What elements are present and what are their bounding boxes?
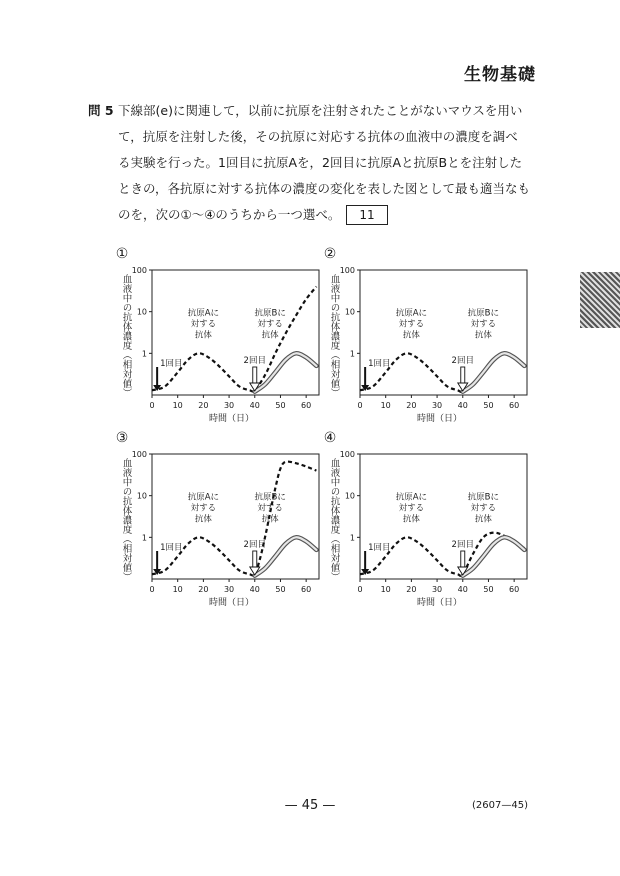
annotation-label: 抗体 (402, 330, 420, 341)
annotation-label: 対する (470, 503, 497, 514)
y-axis-label: 血液中の抗体濃度（相対値） (120, 274, 132, 398)
y-tick-label: 1 (141, 533, 147, 543)
x-tick-label: 40 (249, 585, 260, 594)
x-tick-label: 20 (406, 401, 417, 410)
annotation-label: 対する (190, 503, 217, 514)
x-tick-label: 0 (357, 401, 363, 410)
x-tick-label: 50 (275, 585, 286, 594)
x-tick-label: 50 (483, 401, 494, 410)
injection-arrow-2-shaft (253, 551, 257, 567)
x-axis-label: 時間（日） (208, 598, 255, 608)
subject-title: 生物基礎 (464, 65, 536, 85)
x-axis-label: 時間（日） (416, 414, 463, 424)
y-axis-label: 血液中の抗体濃度（相対値） (120, 458, 132, 582)
y-tick-label: 100 (131, 450, 147, 459)
x-tick-label: 10 (380, 585, 391, 594)
x-tick-label: 20 (198, 585, 209, 594)
annotation-label: 抗体 (261, 330, 279, 341)
question-text: 下線部(e)に関連して，以前に抗原を注射されたことがないマウスを用いて，抗原を注射した後，その抗原に対応する抗体の血液中の濃度を調べる実験を行った。1回目に抗原Aを，2回目に抗原Aと抗原Bとを注射したときの，各抗原に対する抗体の濃度の変化を表した図として最も適当なものを，次の①～④のうちから一つ選べ。 (118, 103, 531, 222)
y-tick-label: 10 (136, 307, 147, 317)
x-tick-label: 50 (275, 401, 286, 410)
annotation-label: 対する (257, 319, 283, 330)
question-text-block (90, 98, 530, 228)
plot-frame (152, 270, 319, 395)
y-tick-label: 1 (141, 349, 147, 359)
injection-arrow-2-shaft (461, 551, 465, 567)
question-number: 問 5 (88, 103, 114, 118)
x-tick-label: 50 (483, 585, 494, 594)
plot-frame (360, 270, 527, 395)
injection-label-1: 1回目 (160, 359, 183, 369)
injection-label-2: 2回目 (451, 356, 474, 366)
x-tick-label: 20 (198, 401, 209, 410)
chart-1 (112, 244, 327, 424)
side-index-mark (580, 272, 620, 328)
x-tick-label: 20 (406, 585, 417, 594)
x-axis-label: 時間（日） (416, 598, 463, 608)
chart-2 (320, 244, 535, 424)
injection-arrow-2-shaft (253, 367, 257, 383)
answer-box: 11 (346, 205, 387, 225)
y-axis-label: 血液中の抗体濃度（相対値） (328, 274, 340, 398)
injection-label-2: 2回目 (243, 540, 266, 550)
y-tick-label: 10 (344, 491, 355, 501)
injection-arrow-2-shaft (461, 367, 465, 383)
annotation-label: 対する (257, 503, 283, 514)
y-axis-label: 血液中の抗体濃度（相対値） (328, 458, 340, 582)
annotation-label: 抗原Aに (187, 308, 220, 319)
chart-number-label: ② (323, 246, 337, 262)
x-tick-label: 40 (457, 585, 468, 594)
injection-label-2: 2回目 (243, 356, 266, 366)
annotation-label: 抗原Bに (254, 492, 286, 503)
injection-label-1: 1回目 (160, 543, 183, 553)
x-tick-label: 10 (172, 585, 183, 594)
annotation-label: 抗原Bに (254, 308, 286, 319)
x-tick-label: 10 (380, 401, 391, 410)
annotation-label: 対する (398, 319, 425, 330)
annotation-label: 抗体 (194, 514, 212, 525)
x-tick-label: 0 (149, 585, 155, 594)
injection-label-1: 1回目 (368, 543, 391, 553)
chart-number-label: ④ (323, 430, 337, 446)
chart-4-svg (320, 428, 535, 608)
x-tick-label: 0 (149, 401, 155, 410)
x-tick-label: 0 (357, 585, 363, 594)
annotation-label: 抗体 (474, 330, 492, 341)
y-tick-label: 1 (349, 533, 355, 543)
x-tick-label: 30 (431, 401, 443, 410)
y-tick-label: 100 (339, 450, 355, 459)
chart-1-svg (112, 244, 327, 424)
x-tick-label: 30 (223, 585, 235, 594)
chart-3 (112, 428, 327, 608)
chart-number-label: ③ (115, 430, 129, 446)
chart-3-svg (112, 428, 327, 608)
chart-4 (320, 428, 535, 608)
chart-2-svg (320, 244, 535, 424)
plot-frame (360, 454, 527, 579)
annotation-label: 対する (398, 503, 425, 514)
annotation-label: 抗原Aに (187, 492, 220, 503)
page-code: (2607—45) (472, 800, 528, 811)
annotation-label: 抗原Aに (395, 308, 428, 319)
x-tick-label: 30 (431, 585, 443, 594)
chart-number-label: ① (115, 246, 129, 262)
x-axis-label: 時間（日） (208, 414, 255, 424)
annotation-label: 抗体 (261, 514, 279, 525)
injection-label-2: 2回目 (451, 540, 474, 550)
y-tick-label: 10 (136, 491, 147, 501)
annotation-label: 抗体 (474, 514, 492, 525)
x-tick-label: 40 (249, 401, 260, 410)
page-number: — 45 — (284, 798, 336, 813)
x-tick-label: 40 (457, 401, 468, 410)
y-tick-label: 100 (339, 266, 355, 275)
annotation-label: 抗体 (402, 514, 420, 525)
x-tick-label: 30 (223, 401, 235, 410)
annotation-label: 抗原Bに (467, 308, 499, 319)
x-tick-label: 10 (172, 401, 183, 410)
x-tick-label: 60 (301, 401, 312, 410)
y-tick-label: 1 (349, 349, 355, 359)
x-tick-label: 60 (509, 401, 520, 410)
series-a-line (152, 462, 316, 576)
series-a-line (152, 287, 316, 392)
y-tick-label: 100 (131, 266, 147, 275)
annotation-label: 対する (190, 319, 217, 330)
annotation-label: 対する (470, 319, 497, 330)
question-block (90, 98, 530, 228)
plot-frame (152, 454, 319, 579)
injection-label-1: 1回目 (368, 359, 391, 369)
annotation-label: 抗原Bに (467, 492, 499, 503)
y-tick-label: 10 (344, 307, 355, 317)
x-tick-label: 60 (301, 585, 312, 594)
x-tick-label: 60 (509, 585, 520, 594)
annotation-label: 抗原Aに (395, 492, 428, 503)
annotation-label: 抗体 (194, 330, 212, 341)
